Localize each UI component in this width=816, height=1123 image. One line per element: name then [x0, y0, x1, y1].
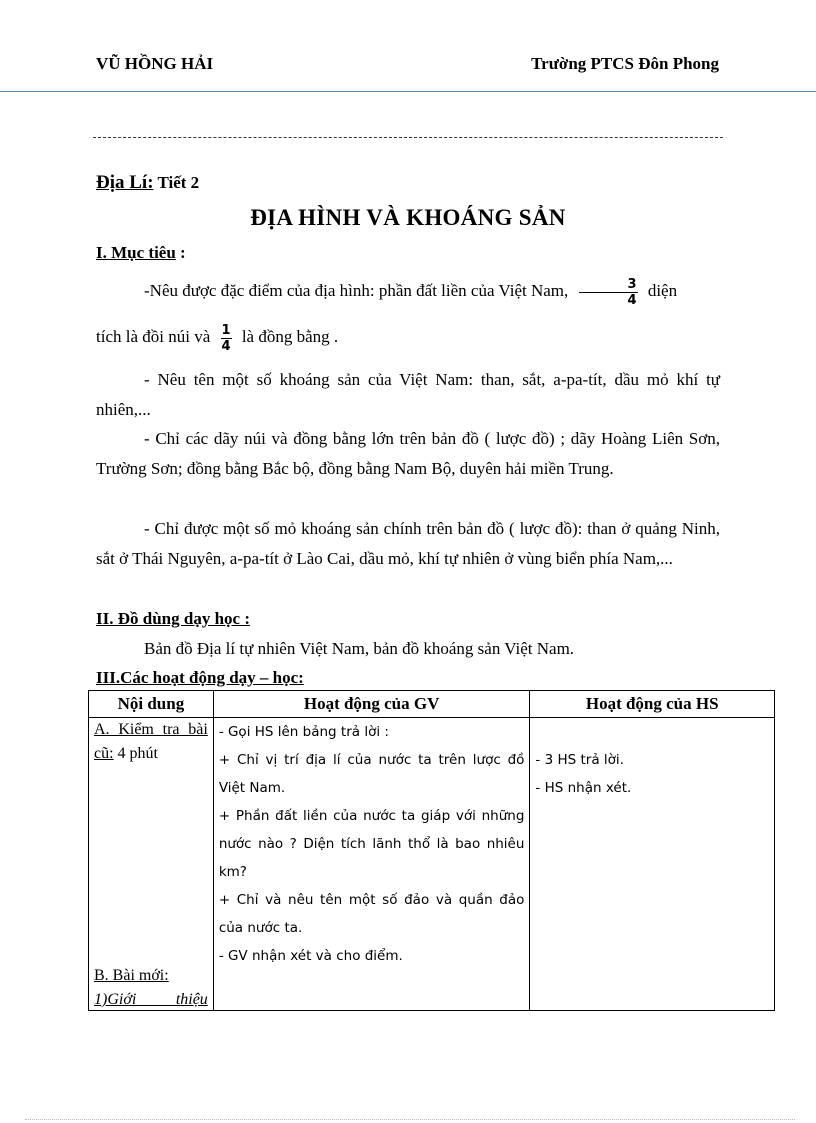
teacher-line: - Gọi HS lên bảng trả lời :	[218, 724, 389, 740]
fraction-one-quarter	[221, 323, 232, 354]
fraction-2-numerator: 1	[221, 322, 231, 338]
activities-table	[88, 690, 775, 1011]
fraction-three-quarters	[579, 277, 638, 308]
teacher-line: - GV nhận xét và cho điểm.	[218, 948, 403, 964]
content-b	[94, 964, 208, 1012]
lesson-period: Tiết 2	[153, 173, 200, 192]
activities-heading-text: III.Các hoạt động dạy – học:	[96, 668, 304, 687]
materials-text: Bản đồ Địa lí tự nhiên Việt Nam, bản đồ khoáng sản Việt Nam.	[144, 639, 575, 658]
student-line: - HS nhận xét.	[535, 780, 632, 796]
content-a-label: A. Kiểm tra bài cũ:	[94, 721, 208, 762]
column-header-student: Hoạt động của HS	[530, 691, 775, 718]
lesson-subject-line	[96, 172, 199, 194]
teacher-line: + Phần đất liền của nước ta giáp với những nước nào ? Diện tích lãnh thổ là bao nhiêu km?	[218, 808, 525, 880]
objectives-heading-colon: :	[175, 243, 186, 262]
objective-paragraph-4: - Chỉ được một số mỏ khoáng sản chính trên bản đồ ( lược đồ): than ở quảng Ninh, sắt ở Thái Nguyên, a-pa-tít ở Lào Cai, dầu mỏ, khí tự nhiên ở vùng biển phía Nam,...	[96, 519, 720, 568]
page-bottom-rule	[25, 1119, 795, 1120]
header-rule	[0, 91, 816, 92]
teacher-activity-cell	[213, 718, 530, 1011]
teacher-line: + Chỉ và nêu tên một số đảo và quần đảo của nước ta.	[218, 892, 525, 936]
section-materials-heading	[96, 609, 250, 629]
student-activity-cell	[530, 718, 775, 1011]
lesson-title: ĐỊA HÌNH VÀ KHOÁNG SẢN	[250, 205, 566, 230]
teacher-line: + Chỉ vị trí địa lí của nước ta trên lược đồ Việt Nam.	[218, 752, 525, 796]
objective-1-part-d: là đồng bằng .	[241, 327, 339, 346]
table-row	[89, 718, 775, 1011]
column-header-content: Nội dung	[89, 691, 214, 718]
fraction-1-numerator: 3	[579, 277, 638, 293]
section-activities-heading	[96, 668, 304, 688]
content-a	[94, 718, 208, 766]
content-b-label: B. Bài mới:	[94, 967, 169, 984]
materials-heading-text: II. Đồ dùng dạy học :	[96, 609, 250, 628]
fraction-2-denominator: 4	[221, 338, 231, 354]
header-author: VŨ HỒNG HẢI	[96, 54, 214, 73]
column-header-teacher: Hoạt động của GV	[213, 691, 530, 718]
objective-1-part-a: -Nêu được đặc điểm của địa hình: phần đất liền của Việt Nam,	[144, 281, 569, 300]
objective-1-part-b: diện	[647, 281, 678, 300]
section-objectives-heading	[96, 243, 186, 263]
lesson-subject: Địa Lí:	[96, 172, 154, 193]
fraction-1-denominator: 4	[627, 292, 637, 308]
header-school: Trường PTCS Đôn Phong	[531, 54, 719, 73]
objective-1-part-c: tích là đồi núi và	[96, 327, 211, 346]
objective-paragraph-3: - Chỉ các dãy núi và đồng bằng lớn trên bản đồ ( lược đồ) ; dãy Hoàng Liên Sơn, Trường Sơn; đồng bằng Bắc bộ, đồng bằng Nam Bộ, duyên hải miền Trung.	[96, 429, 720, 478]
dashed-divider	[93, 137, 723, 138]
content-a-time: 4 phút	[113, 745, 158, 762]
objective-paragraph-1a	[96, 276, 720, 308]
table-header-row	[89, 691, 775, 718]
objectives-heading-text: I. Mục tiêu	[96, 243, 176, 262]
content-cell	[89, 718, 214, 1011]
objective-paragraph-2: - Nêu tên một số khoáng sản của Việt Nam: than, sắt, a-pa-tít, dầu mỏ khí tự nhiên,...	[96, 370, 720, 419]
objective-paragraph-1b	[96, 322, 720, 354]
content-b-sub: 1)Giới thiệu	[94, 991, 208, 1008]
student-line: - 3 HS trả lời.	[535, 752, 624, 768]
